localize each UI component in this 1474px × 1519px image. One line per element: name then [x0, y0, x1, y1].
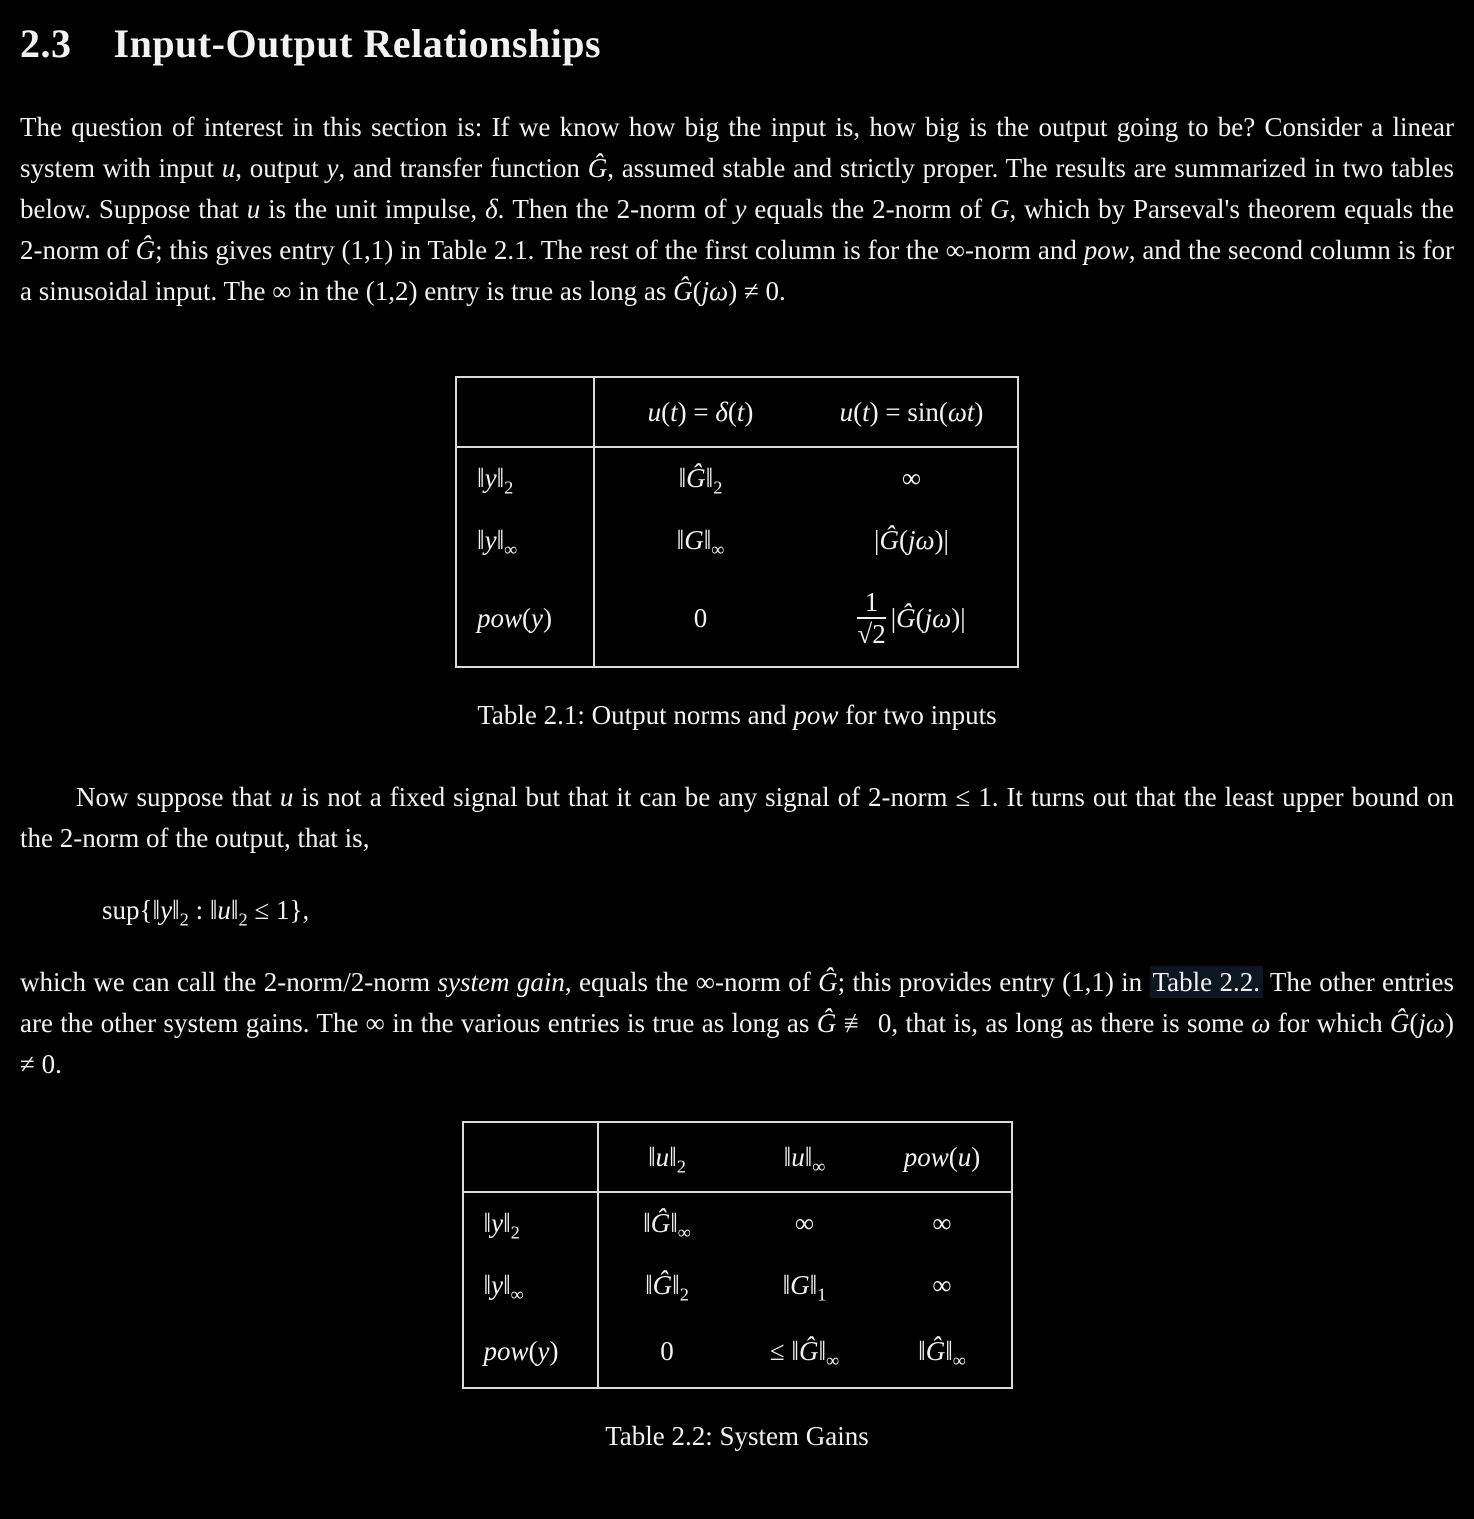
paragraph-sup: Now suppose that u is not a fixed signal but that it can be any signal of 2-norm ≤ 1. It turns out that the least upper bound on the 2-norm of the output, that is, — [20, 782, 1454, 853]
table-cell: $‖G‖_1$ — [782, 1269, 827, 1304]
equation-sup-gain: $sup\{‖y‖_2$ : $‖u‖_2 \le 1$}, — [102, 895, 310, 930]
row-header: $‖y‖_2$ — [456, 447, 594, 509]
column-header: u(t) = δ(t) — [594, 377, 806, 447]
table-cell: $\frac{1}{√2}$ |Ĝ(jω)| — [857, 586, 966, 649]
row-header: pow(y) — [463, 1316, 598, 1388]
table-cell: 0 — [693, 603, 708, 633]
table-2-2-grid — [462, 1121, 1013, 1389]
row-header: $‖y‖_2$ — [463, 1192, 598, 1254]
section-number: 2.3 — [20, 21, 72, 66]
row-header: $‖y‖_\infty$ — [456, 509, 594, 571]
table-cell: ∞ — [932, 1269, 952, 1300]
table-cell: $‖Ĝ‖_2$ — [645, 1269, 689, 1304]
corner-cell — [456, 377, 594, 447]
table-2-1-caption: Table 2.1: Output norms and pow for two inputs — [477, 700, 997, 730]
table-cell: ≤ $‖Ĝ‖_\infty$ — [769, 1336, 840, 1371]
section-heading — [20, 20, 1454, 67]
table-cell: $‖G‖_\infty$ — [676, 524, 725, 559]
section-title: Input-Output Relationships — [113, 21, 602, 66]
table-2-2 — [20, 1121, 1454, 1389]
table-cell: $‖Ĝ‖_\infty$ — [643, 1208, 691, 1243]
table-cell: |Ĝ(jω)| — [874, 524, 949, 555]
corner-cell — [463, 1122, 598, 1192]
row-header: $‖y‖_\infty$ — [463, 1254, 598, 1316]
table-2-2-caption: Table 2.2: System Gains — [605, 1421, 869, 1451]
table-cell: $‖Ĝ‖_2$ — [678, 463, 723, 498]
paragraph-intro: The question of interest in this section is: If we know how big the input is, how big is the output going to be? Consider a linear system with input u, output y, and transfer function Ĝ, assumed stable and strictly proper. The results are summarized in two tables below. Suppose that u is the unit impulse, δ. Then the 2-norm of y equals the 2-norm of G, which by Parseval's theorem equals the 2-norm of Ĝ; this gives entry (1,1) in Table 2.1. The rest of the first column is for the ∞-norm and pow, and the second column is for a sinusoidal input. The ∞ in the (1,2) entry is true as long as Ĝ(jω) ≠ 0. — [20, 112, 1455, 306]
table-cell: $‖Ĝ‖_\infty$ — [918, 1336, 966, 1371]
column-header: $‖u‖_\infty$ — [736, 1122, 874, 1192]
table-cell: 0 — [660, 1336, 674, 1366]
table-2-1 — [20, 376, 1454, 668]
paragraph-gain: which we can call the 2-norm/2-norm system gain, equals the ∞-norm of Ĝ; this provides entry (1,1) in Table 2.2. The other entries are the other system gains. The ∞ in the various entries is true as long as Ĝ ≢ 0, that is, as long as there is some ω for which Ĝ(jω) ≠ 0. — [20, 967, 1455, 1079]
column-header: $‖u‖_2$ — [598, 1122, 736, 1192]
column-header: pow(u) — [874, 1122, 1012, 1192]
table-2-2-link[interactable]: Table 2.2. — [1150, 966, 1263, 998]
table-cell: ∞ — [794, 1208, 815, 1238]
column-header: u(t) = sin(ωt) — [806, 377, 1018, 447]
table-2-1-grid — [455, 376, 1019, 668]
table-cell: ∞ — [932, 1208, 952, 1238]
table-cell: ∞ — [901, 463, 922, 493]
row-header: pow(y) — [456, 571, 594, 667]
